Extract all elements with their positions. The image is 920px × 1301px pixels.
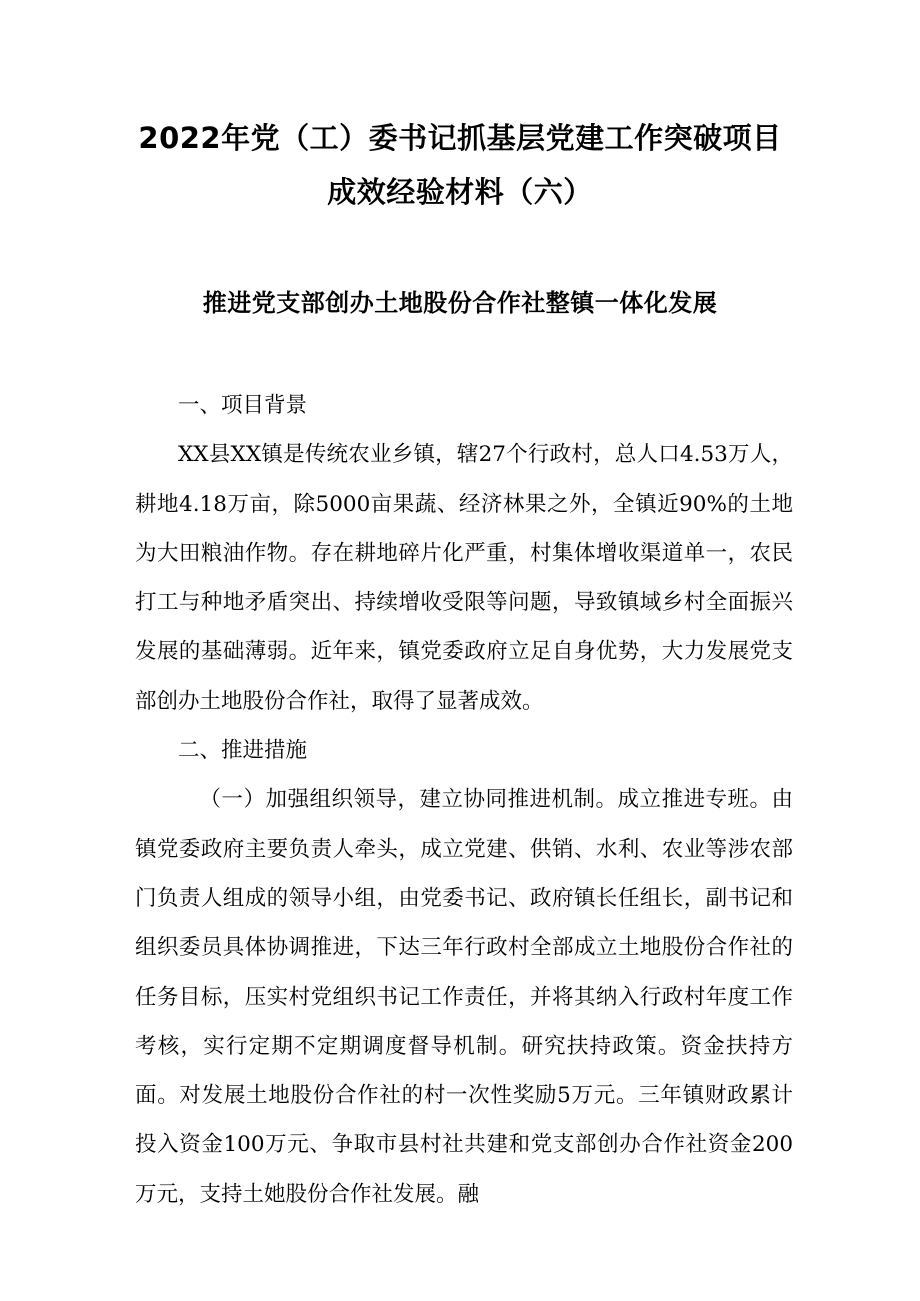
section-heading-background: 一、项目背景 (178, 393, 308, 418)
document-title-line-2: 成效经验材料（六） (327, 175, 593, 209)
paragraph-background: XX县XX镇是传统农业乡镇，辖27个行政村，总人口4.53万人，耕地4.18万亩，除5000亩果蔬、经济林果之外，全镇近90%的土地为大田粮油作物。存在耕地碎片化严重，村集体增收渠道单一，农民打工与种地矛盾突出、持续增收受限等问题，导致镇域乡村全面振兴发展的基础薄弱。近年来，镇党委政府立足自身优势，大力发展党支部创办土地股份合作社，取得了显著成效。 (135, 442, 793, 714)
section-heading-measures: 二、推进措施 (178, 738, 308, 764)
document-title-line-1: 2022年党（工）委书记抓基层党建工作突破项目 (138, 121, 782, 155)
paragraph-measures: （一）加强组织领导，建立协同推进机制。成立推进专班。由镇党委政府主要负责人牵头，成立党建、供销、水利、农业等涉农部门负责人组成的领导小组，由党委书记、政府镇长任组长，副书记和组织委员具体协调推进，下达三年行政村全部成立土地股份合作社的任务目标，压实村党组织书记工作责任，并将其纳入行政村年度工作考核，实行定期不定期调度督导机制。研究扶持政策。资金扶持方面。对发展土地股份合作社的村一次性奖励5万元。三年镇财政累计投入资金100万元、争取市县村社共建和党支部创办合作社资金200万元，支持土她股份合作社发展。融 (135, 787, 793, 1207)
document-body (135, 381, 793, 1219)
document-subtitle: 推进党支部创办土地股份合作社整镇一体化发展 (202, 289, 718, 317)
